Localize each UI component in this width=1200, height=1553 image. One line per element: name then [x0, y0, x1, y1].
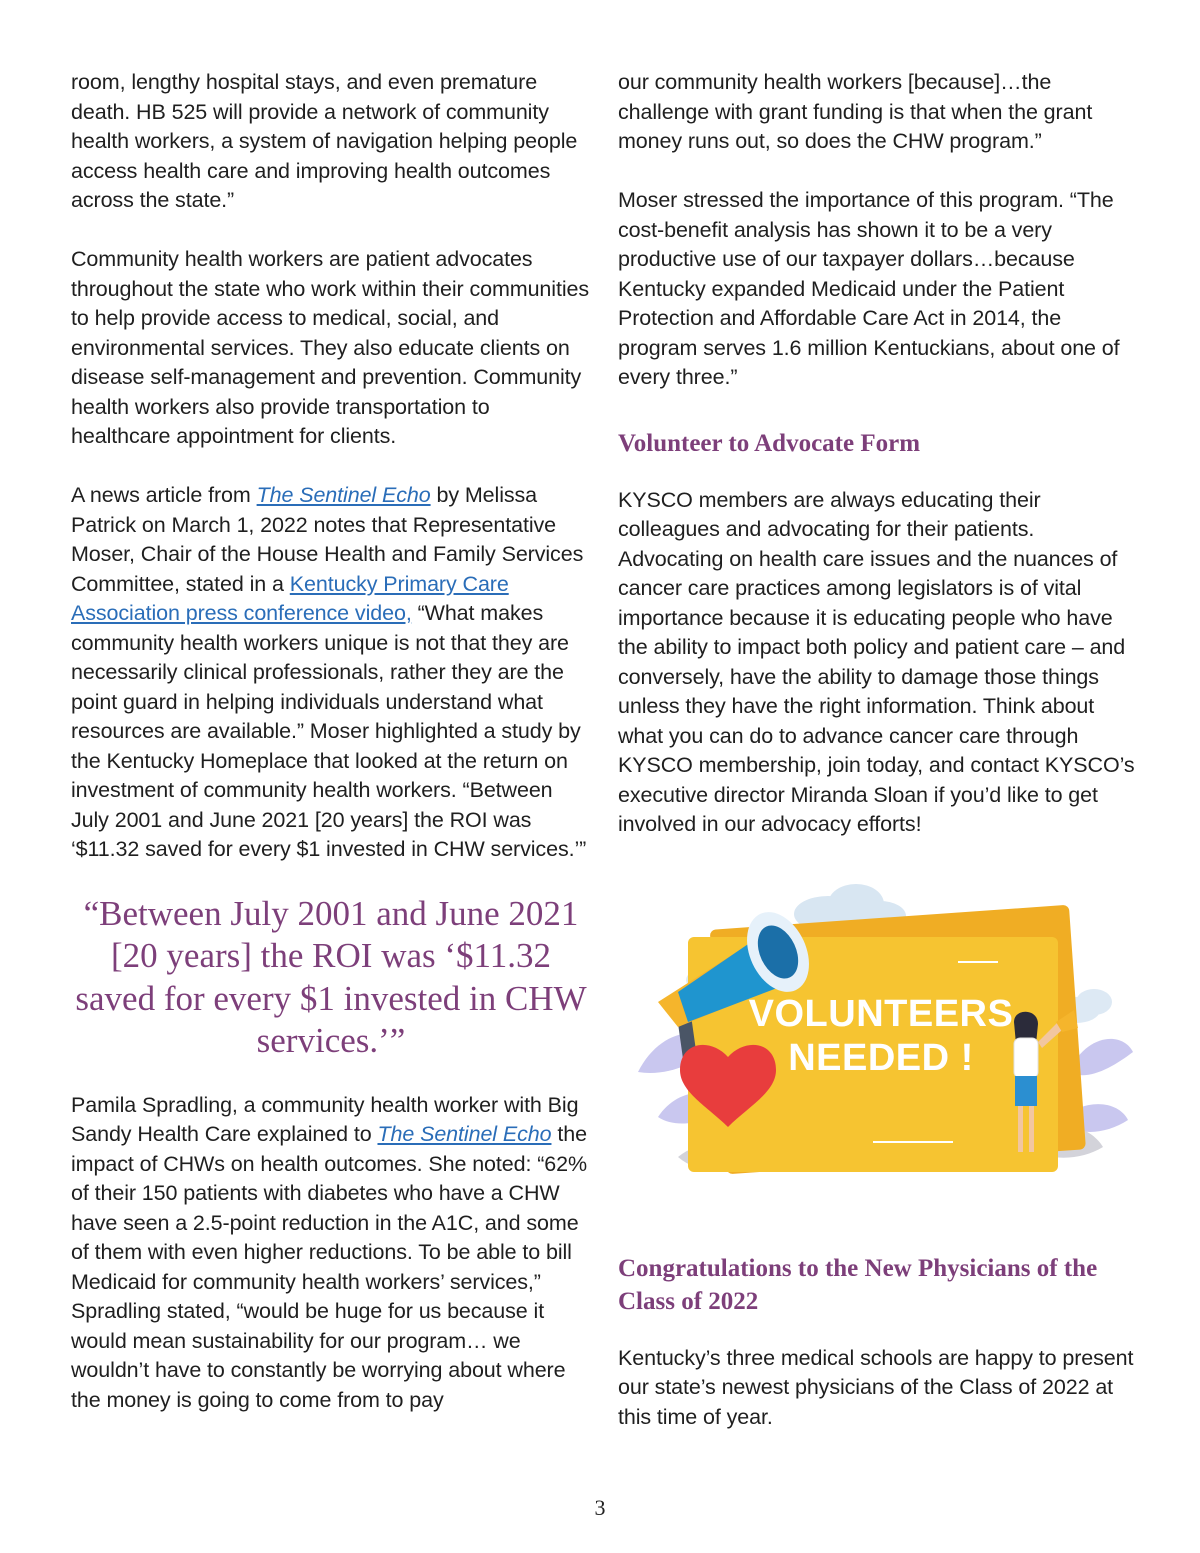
sign-line-2: NEEDED ! — [788, 1036, 974, 1079]
link-kpca-video[interactable]: Kentucky Primary Care Association press conference video, — [71, 571, 509, 625]
paragraph-spradling — [71, 1091, 591, 1416]
heading-congratulations: Congratulations to the New Physicians of the Class of 2022 — [618, 1254, 1098, 1315]
paragraph-news-article — [71, 481, 591, 865]
paragraph-hb525: room, lengthy hospital stays, and even premature death. HB 525 will provide a network of community health workers, a system of navigation helping people access health care and improving health outcomes across the state.” — [71, 70, 578, 212]
text-segment: A news article from — [71, 483, 257, 507]
paragraph-kysco-advocacy: KYSCO members are always educating their colleagues and advocating for their patients. Advocating on health care issues and the nuances of cancer care practices among legislators is of vital importance because it is educating people who have the ability to impact both policy and patient care – and conversely, have the ability to damage those things unless they have the right information. Think about what you can do to advance cancer care through KYSCO membership, join today, and contact KYSCO’s executive director Miranda Sloan if you’d like to get involved in our advocacy efforts! — [618, 487, 1135, 836]
paragraph-cost-benefit: Moser stressed the importance of this program. “The cost-benefit analysis has shown it to be a very productive use of our taxpayer dollars…because Kentucky expanded Medicaid under the Patient Protection and Affordable Care Act in 2014, the program serves 1.6 million Kentuckians, about one of every three.” — [618, 188, 1120, 389]
sign-line-1: VOLUNTEERS — [748, 992, 1014, 1035]
text-segment: the impact of CHWs on health outcomes. She noted: “62% of their 150 patients with diabetes who have a CHW have seen a 2.5-point reduction in the A1C, and some of them with even higher reductions. To be able to bill Medicaid for community health workers’ services,” Spradling stated, “would be huge for us because it would mean sustainability for our program… we wouldn’t have to constantly be worrying about where the money is going to come from to pay — [71, 1122, 588, 1412]
page-number: 3 — [594, 1495, 606, 1520]
text-segment: “What makes community health workers unique is not that they are necessarily clinical professionals, rather they are the point guard in helping individuals understand what resources are available.” Moser highlighted a study by the Kentucky Homeplace that looked at the return on investment of community health workers. “Between July 2001 and June 2021 [20 years] the ROI was ‘$11.32 saved for every $1 invested in CHW services.’” — [71, 601, 587, 861]
link-sentinel-echo-2[interactable]: The Sentinel Echo — [377, 1122, 552, 1146]
sign-text — [736, 992, 1026, 1080]
paragraph-chw-definition: Community health workers are patient advocates throughout the state who work within their communities to help provide access to medical, social, and environmental services. They also educate clients on disease self-management and prevention. Community health workers also provide transportation to healthcare appointment for clients. — [71, 247, 590, 448]
left-column — [71, 68, 591, 1415]
link-sentinel-echo[interactable]: The Sentinel Echo — [256, 483, 431, 507]
text-segment: by Melissa Patrick on March 1, 2022 notes that Representative Moser, Chair of the House Health and Family Services Committee, stated in a — [71, 483, 584, 596]
pull-quote: “Between July 2001 and June 2021 [20 years] the ROI was ‘$11.32 saved for every $1 invested in CHW services.’” — [75, 893, 587, 1060]
paragraph-grant-funding: our community health workers [because]…the challenge with grant funding is that when the grant money runs out, so does the CHW program.” — [618, 70, 1093, 153]
volunteers-needed-illustration — [618, 872, 1138, 1202]
right-column — [618, 68, 1138, 1432]
text-segment: Pamila Spradling, a community health worker with Big Sandy Health Care explained to — [71, 1092, 579, 1146]
paragraph-new-physicians: Kentucky’s three medical schools are happy to present our state’s newest physicians of the Class of 2022 at this time of year. — [618, 1345, 1134, 1429]
heading-volunteer: Volunteer to Advocate Form — [618, 429, 921, 457]
